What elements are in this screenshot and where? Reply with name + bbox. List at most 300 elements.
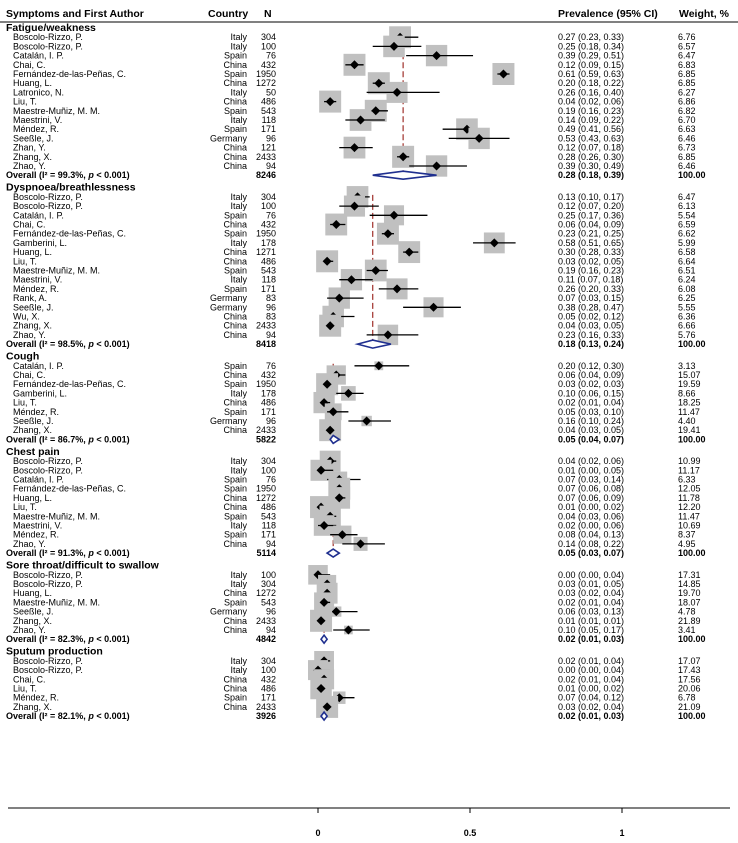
study-ci: 0.10 (0.06, 0.15) — [558, 388, 625, 399]
study-author: Seeßle, J. — [13, 416, 54, 426]
study-country: China — [223, 425, 247, 436]
study-country: Spain — [223, 50, 247, 61]
study-author: Seeßle, J. — [13, 302, 54, 313]
study-country: Spain — [223, 124, 247, 135]
group-1 — [6, 182, 706, 349]
study-author: Fernández-de-las-Peñas, C. — [13, 228, 127, 239]
study-ci: 0.19 (0.16, 0.23) — [558, 105, 625, 116]
overall-weight: 100.00 — [678, 339, 706, 350]
study-n: 118 — [261, 274, 276, 285]
study-weight: 8.66 — [678, 388, 696, 399]
overall-n: 5114 — [256, 548, 276, 559]
study-author: Seeßle, J. — [13, 133, 54, 144]
study-n: 96 — [265, 133, 276, 144]
study-ci: 0.13 (0.10, 0.17) — [558, 191, 625, 202]
study-n: 304 — [260, 191, 276, 202]
study-n: 76 — [265, 210, 276, 221]
overall-n: 4842 — [255, 634, 276, 645]
study-n: 486 — [260, 683, 276, 694]
study-ci: 0.02 (0.01, 0.04) — [558, 655, 625, 666]
study-ci: 0.39 (0.29, 0.51) — [558, 50, 625, 61]
study-ci: 0.04 (0.03, 0.05) — [558, 320, 625, 331]
overall-label-prefix: Overall (I — [6, 634, 45, 645]
study-country: China — [223, 151, 247, 162]
study-author: Boscolo-Rizzo, P. — [13, 32, 83, 43]
study-n: 2433 — [255, 320, 276, 331]
study-author: Catalán, I. P. — [13, 474, 64, 485]
study-ci: 0.04 (0.03, 0.05) — [558, 425, 625, 436]
study-country: Italy — [230, 579, 247, 589]
study-n: 432 — [260, 219, 276, 230]
study-n: 1271 — [255, 247, 276, 258]
study-author: Boscolo-Rizzo, P. — [13, 579, 83, 589]
study-n: 1272 — [255, 78, 276, 89]
study-author: Liu, T. — [13, 256, 37, 267]
study-country: Italy — [230, 32, 247, 43]
study-n: 1272 — [255, 492, 276, 503]
study-author: Huang, L. — [13, 588, 53, 599]
study-n: 543 — [260, 511, 276, 522]
study-country: Spain — [223, 483, 247, 494]
study-author: Boscolo-Rizzo, P. — [13, 465, 83, 476]
study-ci: 0.26 (0.16, 0.40) — [558, 87, 625, 98]
study-ci: 0.03 (0.01, 0.05) — [558, 579, 625, 589]
study-n: 2433 — [255, 425, 276, 436]
overall-label-p: p — [88, 170, 94, 181]
group-title: Dyspnoea/breathlessness — [6, 181, 136, 194]
overall-label-i2: ² = 99.3%, — [44, 170, 89, 181]
study-n: 486 — [260, 256, 276, 267]
study-ci: 0.04 (0.02, 0.06) — [558, 456, 625, 467]
study-ci: 0.07 (0.06, 0.09) — [558, 492, 625, 503]
study-weight: 12.20 — [678, 502, 701, 513]
study-country: Germany — [209, 416, 247, 426]
study-ci: 0.25 (0.18, 0.34) — [558, 41, 625, 52]
study-country: Spain — [223, 511, 247, 522]
study-ci: 0.07 (0.04, 0.12) — [558, 692, 625, 703]
study-country: China — [223, 311, 247, 322]
study-weight: 17.07 — [678, 655, 701, 666]
overall-weight: 100.00 — [678, 548, 706, 559]
overall-diamond — [321, 635, 327, 643]
overall-label — [6, 339, 130, 349]
study-weight: 6.83 — [678, 59, 696, 70]
overall-label-suffix: < 0.001) — [93, 548, 130, 559]
study-author: Zhao, Y. — [13, 329, 46, 340]
x-axis — [8, 808, 730, 838]
study-country: Italy — [230, 115, 247, 125]
study-author: Zhang, X. — [13, 320, 53, 331]
study-country: Germany — [209, 302, 247, 313]
study-ci: 0.01 (0.00, 0.05) — [558, 465, 625, 476]
study-author: Boscolo-Rizzo, P. — [13, 655, 83, 666]
study-n: 118 — [261, 115, 276, 125]
study-n: 2433 — [255, 151, 276, 162]
study-author: Gamberini, L. — [13, 237, 68, 248]
overall-ci: 0.28 (0.18, 0.39) — [558, 170, 625, 181]
study-country: Spain — [223, 69, 247, 79]
study-weight: 6.51 — [678, 265, 696, 276]
study-n: 118 — [261, 520, 276, 531]
study-country: Spain — [223, 597, 247, 608]
study-weight: 18.07 — [678, 597, 701, 608]
study-author: Maestre-Muñiz, M. M. — [13, 511, 101, 522]
study-n: 76 — [265, 474, 276, 485]
study-country: Spain — [223, 379, 247, 390]
study-weight: 6.76 — [678, 32, 696, 43]
study-weight: 6.59 — [678, 219, 696, 230]
study-weight: 3.41 — [678, 625, 696, 635]
study-country: Spain — [223, 692, 247, 703]
study-author: Latronico, N. — [13, 87, 65, 98]
study-author: Zhan, Y. — [13, 142, 46, 153]
study-ci: 0.23 (0.21, 0.25) — [558, 228, 625, 239]
study-weight: 10.69 — [678, 520, 701, 531]
group-title: Cough — [6, 350, 40, 363]
study-country: Spain — [223, 406, 247, 417]
study-n: 1272 — [255, 588, 276, 599]
study-n: 76 — [265, 50, 276, 61]
header-country: Country — [208, 8, 249, 20]
study-author: Maestrini, V. — [13, 115, 63, 125]
study-country: China — [223, 683, 247, 694]
study-country: Spain — [223, 529, 247, 540]
study-weight: 6.78 — [678, 692, 696, 703]
plot-area — [6, 22, 706, 721]
study-n: 100 — [260, 41, 276, 52]
study-weight: 6.86 — [678, 96, 696, 107]
study-country: China — [223, 502, 247, 513]
study-ci: 0.20 (0.12, 0.30) — [558, 360, 625, 371]
group-0 — [6, 22, 706, 180]
study-author: Huang, L. — [13, 247, 53, 258]
study-country: Italy — [230, 520, 247, 531]
study-author: Liu, T. — [13, 96, 37, 107]
study-ci: 0.05 (0.03, 0.10) — [558, 406, 625, 417]
study-ci: 0.61 (0.59, 0.63) — [558, 69, 625, 79]
study-n: 94 — [265, 625, 276, 635]
study-author: Chai, C. — [13, 59, 46, 70]
study-ci: 0.04 (0.02, 0.06) — [558, 96, 625, 107]
study-weight: 10.99 — [678, 456, 701, 467]
study-author: Fernández-de-las-Peñas, C. — [13, 483, 127, 494]
overall-label-prefix: Overall (I — [6, 170, 45, 181]
overall-row — [6, 170, 706, 180]
study-author: Wu, X. — [13, 311, 40, 322]
study-country: Germany — [209, 133, 247, 144]
overall-label-suffix: < 0.001) — [93, 634, 130, 645]
study-ci: 0.07 (0.03, 0.15) — [558, 293, 625, 304]
study-n: 100 — [260, 465, 276, 476]
overall-label-p: p — [88, 548, 94, 559]
study-ci: 0.39 (0.30, 0.49) — [558, 161, 625, 171]
overall-label — [6, 434, 130, 444]
study-ci: 0.03 (0.02, 0.04) — [558, 588, 625, 599]
study-n: 1950 — [255, 228, 276, 239]
study-n: 1950 — [255, 379, 276, 390]
study-weight: 5.76 — [678, 329, 696, 340]
group-title: Chest pain — [6, 445, 60, 458]
study-country: China — [223, 256, 247, 267]
study-country: China — [223, 247, 247, 258]
study-ci: 0.38 (0.28, 0.47) — [558, 302, 625, 313]
study-ci: 0.25 (0.17, 0.36) — [558, 210, 625, 221]
study-country: China — [223, 397, 247, 408]
study-n: 171 — [260, 529, 276, 540]
study-weight: 5.54 — [678, 210, 696, 221]
study-ci: 0.26 (0.20, 0.33) — [558, 283, 625, 294]
study-country: China — [223, 588, 247, 599]
study-country: China — [223, 492, 247, 503]
study-weight: 6.64 — [678, 256, 696, 267]
study-n: 171 — [260, 283, 276, 294]
overall-row — [6, 434, 706, 444]
header-study: Symptoms and First Author — [6, 8, 144, 20]
study-country: China — [223, 320, 247, 331]
study-country: Germany — [209, 606, 247, 617]
study-ci: 0.19 (0.16, 0.23) — [558, 265, 625, 276]
study-country: Italy — [230, 191, 247, 202]
overall-n: 5822 — [255, 434, 276, 445]
study-weight: 8.37 — [678, 529, 696, 540]
study-ci: 0.58 (0.51, 0.65) — [558, 237, 625, 248]
study-weight: 18.25 — [678, 397, 701, 408]
study-country: Spain — [223, 265, 247, 276]
study-weight: 6.70 — [678, 115, 696, 125]
overall-n: 3926 — [255, 711, 276, 722]
study-author: Fernández-de-las-Peñas, C. — [13, 379, 127, 390]
study-author: Zhang, X. — [13, 701, 53, 712]
study-weight: 6.85 — [678, 151, 696, 162]
study-country: Italy — [230, 274, 247, 285]
study-author: Méndez, R. — [13, 406, 60, 417]
study-author: Rank, A. — [13, 293, 48, 304]
study-country: Italy — [230, 87, 247, 98]
study-weight: 11.78 — [678, 492, 700, 503]
study-n: 100 — [260, 665, 276, 676]
study-author: Boscolo-Rizzo, P. — [13, 41, 83, 52]
study-n: 94 — [265, 538, 276, 549]
study-n: 304 — [260, 655, 276, 666]
overall-label-i2: ² = 86.7%, — [44, 434, 89, 445]
study-n: 1950 — [255, 69, 276, 79]
overall-label-suffix: < 0.001) — [93, 170, 130, 181]
study-country: Spain — [223, 228, 247, 239]
study-n: 543 — [260, 105, 276, 116]
overall-label-i2: ² = 98.5%, — [44, 339, 89, 350]
study-n: 100 — [260, 201, 276, 212]
study-author: Maestre-Muñiz, M. M. — [13, 265, 101, 276]
study-n: 178 — [260, 388, 276, 399]
overall-weight: 100.00 — [678, 634, 706, 645]
study-ci: 0.05 (0.02, 0.12) — [558, 311, 625, 322]
study-weight: 6.46 — [678, 161, 696, 171]
overall-label-suffix: < 0.001) — [93, 711, 130, 722]
study-country: Spain — [223, 360, 247, 371]
study-ci: 0.12 (0.07, 0.18) — [558, 142, 625, 153]
study-ci: 0.14 (0.09, 0.22) — [558, 115, 625, 125]
study-ci: 0.02 (0.00, 0.06) — [558, 520, 625, 531]
study-n: 96 — [265, 416, 276, 426]
study-ci: 0.23 (0.16, 0.33) — [558, 329, 625, 340]
overall-ci: 0.02 (0.01, 0.03) — [558, 634, 625, 645]
study-country: Italy — [230, 465, 247, 476]
study-weight: 6.73 — [678, 142, 696, 153]
study-n: 83 — [265, 293, 276, 304]
study-weight: 6.36 — [678, 311, 696, 322]
study-weight: 6.85 — [678, 78, 696, 89]
study-country: China — [223, 96, 247, 107]
overall-ci: 0.02 (0.01, 0.03) — [558, 711, 625, 722]
study-author: Liu, T. — [13, 502, 37, 513]
study-weight: 3.13 — [678, 360, 696, 371]
study-author: Catalán, I. P. — [13, 210, 64, 221]
study-country: China — [223, 370, 247, 380]
study-n: 171 — [260, 124, 276, 135]
study-ci: 0.03 (0.02, 0.03) — [558, 379, 625, 390]
overall-label-prefix: Overall (I — [6, 339, 45, 350]
study-author: Boscolo-Rizzo, P. — [13, 201, 83, 212]
study-author: Seeßle, J. — [13, 606, 54, 617]
group-title: Fatigue/weakness — [6, 22, 96, 34]
study-weight: 17.56 — [678, 674, 701, 685]
study-ci: 0.08 (0.04, 0.13) — [558, 529, 625, 540]
overall-label-suffix: < 0.001) — [93, 434, 130, 445]
study-country: Italy — [230, 237, 247, 248]
study-weight: 6.27 — [678, 87, 696, 98]
study-weight: 6.58 — [678, 247, 696, 258]
study-author: Méndez, R. — [13, 124, 60, 135]
study-country: Italy — [230, 201, 247, 212]
study-country: China — [223, 538, 247, 549]
study-weight: 6.46 — [678, 133, 696, 144]
study-author: Boscolo-Rizzo, P. — [13, 456, 83, 467]
overall-diamond — [327, 549, 339, 557]
study-country: Germany — [209, 293, 247, 304]
study-author: Catalán, I. P. — [13, 50, 64, 61]
overall-label — [6, 170, 130, 180]
study-weight: 4.78 — [678, 606, 696, 617]
study-weight: 6.62 — [678, 228, 696, 239]
column-headers — [0, 8, 738, 22]
study-ci: 0.11 (0.07, 0.18) — [558, 274, 624, 285]
study-n: 543 — [260, 597, 276, 608]
study-country: China — [223, 78, 247, 89]
study-ci: 0.16 (0.10, 0.24) — [558, 416, 625, 426]
study-weight: 11.17 — [678, 465, 700, 476]
study-weight: 19.41 — [678, 425, 701, 436]
x-tick-label: 0.5 — [463, 828, 477, 838]
study-ci: 0.14 (0.08, 0.22) — [558, 538, 625, 549]
study-weight: 17.31 — [678, 569, 701, 580]
study-country: China — [223, 701, 247, 712]
study-ci: 0.49 (0.41, 0.56) — [558, 124, 625, 135]
group-title: Sputum production — [6, 645, 103, 658]
group-5 — [6, 646, 706, 721]
study-ci: 0.07 (0.03, 0.14) — [558, 474, 625, 485]
group-4 — [6, 560, 706, 645]
study-country: Spain — [223, 474, 247, 485]
study-country: China — [223, 625, 247, 635]
overall-label-i2: ² = 91.3%, — [44, 548, 89, 559]
study-weight: 6.47 — [678, 50, 696, 61]
study-author: Boscolo-Rizzo, P. — [13, 665, 83, 676]
study-author: Chai, C. — [13, 370, 46, 380]
study-ci: 0.27 (0.23, 0.33) — [558, 32, 625, 43]
study-country: Spain — [223, 283, 247, 294]
study-ci: 0.20 (0.18, 0.22) — [558, 78, 625, 89]
study-country: China — [223, 142, 247, 153]
study-author: Maestrini, V. — [13, 274, 63, 285]
overall-label-p: p — [88, 339, 94, 350]
study-ci: 0.00 (0.00, 0.04) — [558, 665, 625, 676]
study-country: China — [223, 615, 247, 626]
header-n: N — [264, 8, 272, 20]
overall-label-i2: ² = 82.3%, — [44, 634, 89, 645]
study-weight: 5.99 — [678, 237, 696, 248]
study-weight: 6.82 — [678, 105, 696, 116]
study-n: 96 — [265, 606, 276, 617]
x-tick-label: 1 — [619, 828, 625, 838]
study-weight: 21.89 — [678, 615, 701, 626]
study-n: 76 — [265, 360, 276, 371]
study-n: 543 — [260, 265, 276, 276]
study-n: 2433 — [255, 615, 276, 626]
study-author: Maestre-Muñiz, M. M. — [13, 597, 101, 608]
study-ci: 0.10 (0.05, 0.17) — [558, 625, 625, 635]
study-author: Zhang, X. — [13, 615, 53, 626]
study-author: Méndez, R. — [13, 529, 60, 540]
study-weight: 21.09 — [678, 701, 701, 712]
study-weight: 20.06 — [678, 683, 701, 694]
study-weight: 6.33 — [678, 474, 696, 485]
study-country: China — [223, 161, 247, 171]
study-country: Italy — [230, 388, 247, 399]
study-n: 432 — [260, 674, 276, 685]
study-ci: 0.06 (0.03, 0.13) — [558, 606, 625, 617]
study-ci: 0.07 (0.06, 0.08) — [558, 483, 625, 494]
study-n: 486 — [260, 397, 276, 408]
study-n: 432 — [260, 370, 276, 380]
x-tick-label: 0 — [315, 828, 321, 838]
header-weight: Weight, % — [679, 8, 729, 20]
study-ci: 0.53 (0.43, 0.63) — [558, 133, 625, 144]
study-n: 94 — [265, 161, 276, 171]
overall-ci: 0.05 (0.04, 0.07) — [558, 434, 625, 445]
study-weight: 14.85 — [678, 579, 701, 589]
study-country: Spain — [223, 210, 247, 221]
study-ci: 0.03 (0.02, 0.05) — [558, 256, 625, 267]
study-ci: 0.01 (0.01, 0.01) — [558, 615, 625, 626]
study-country: China — [223, 59, 247, 70]
study-ci: 0.03 (0.02, 0.04) — [558, 701, 625, 712]
study-author: Méndez, R. — [13, 283, 60, 294]
study-author: Liu, T. — [13, 683, 37, 694]
study-ci: 0.06 (0.04, 0.09) — [558, 219, 625, 230]
study-author: Boscolo-Rizzo, P. — [13, 191, 83, 202]
study-country: Italy — [230, 41, 247, 52]
study-weight: 12.05 — [678, 483, 701, 494]
overall-ci: 0.05 (0.03, 0.07) — [558, 548, 625, 559]
study-ci: 0.30 (0.28, 0.33) — [558, 247, 625, 258]
study-ci: 0.02 (0.01, 0.04) — [558, 597, 625, 608]
study-author: Liu, T. — [13, 397, 37, 408]
study-n: 96 — [265, 302, 276, 313]
study-n: 486 — [260, 96, 276, 107]
study-weight: 11.47 — [678, 406, 700, 417]
header-prevalence: Prevalence (95% CI) — [558, 8, 658, 20]
study-author: Zhao, Y. — [13, 625, 46, 635]
